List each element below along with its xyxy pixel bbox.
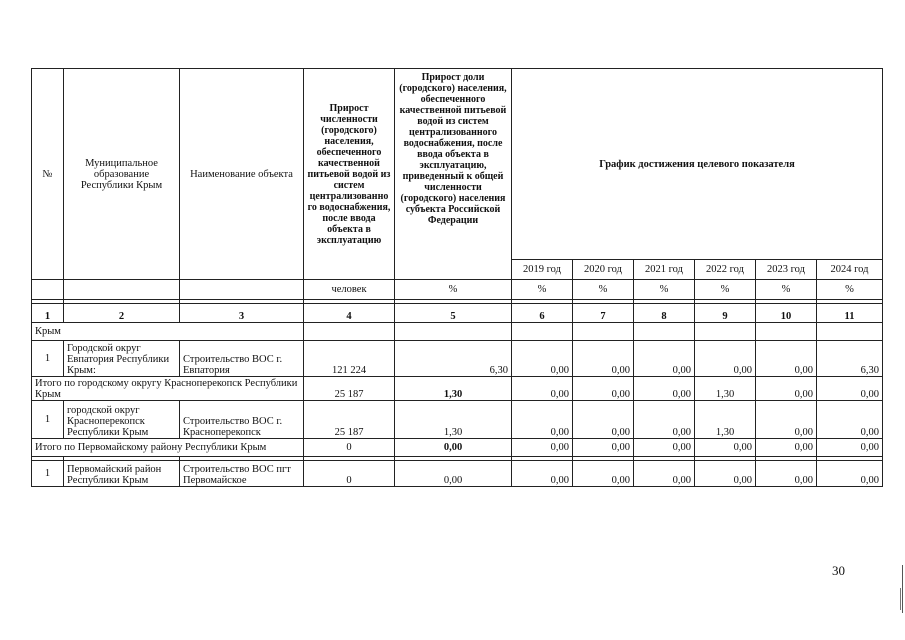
- row-municipality: Городской округ Евпатория Республики Крым:: [64, 341, 180, 377]
- row-year-value: 0,00: [512, 461, 573, 487]
- unit-percent: %: [395, 280, 512, 300]
- header-schedule: График достижения целевого показателя: [512, 69, 883, 260]
- row-percent: 6,30: [395, 341, 512, 377]
- column-number: 8: [634, 304, 695, 323]
- header-row: [32, 69, 883, 260]
- total-year-value: 0,00: [573, 377, 634, 401]
- column-number: 6: [512, 304, 573, 323]
- total-label: Итого по Первомайскому району Республики Крым: [32, 439, 304, 457]
- year-2021: 2021 год: [634, 260, 695, 280]
- row-year-value: 6,30: [817, 341, 883, 377]
- column-number: 10: [756, 304, 817, 323]
- column-number: 11: [817, 304, 883, 323]
- total-year-value: 0,00: [756, 439, 817, 457]
- row-object: Строительство ВОС г. Красноперекопск: [180, 401, 304, 439]
- column-number: 3: [180, 304, 304, 323]
- header-municipality: Муниципальное образование Республики Крым: [64, 69, 180, 280]
- row-people: 0: [304, 461, 395, 487]
- unit-year: %: [756, 280, 817, 300]
- total-year-value: 1,30: [695, 377, 756, 401]
- row-year-value: 0,00: [756, 341, 817, 377]
- total-year-value: 0,00: [512, 439, 573, 457]
- row-percent: 0,00: [395, 461, 512, 487]
- table-row: [32, 401, 883, 439]
- row-year-value: 0,00: [817, 401, 883, 439]
- row-year-value: 0,00: [573, 341, 634, 377]
- total-year-value: 0,00: [817, 377, 883, 401]
- region-row: [32, 323, 883, 341]
- total-label: Итого по городскому округу Красноперекопск Республики Крым: [32, 377, 304, 401]
- row-year-value: 0,00: [634, 341, 695, 377]
- year-2023: 2023 год: [756, 260, 817, 280]
- header-growth-population: Прирост численности (городского) населения, обеспеченного качественной питьевой водой из систем централизованно го водоснабжения, после ввода объекта в эксплуатацию: [304, 69, 395, 280]
- row-num: 1: [32, 341, 64, 377]
- row-year-value: 0,00: [512, 401, 573, 439]
- units-row: [32, 280, 883, 300]
- region-label: Крым: [32, 323, 304, 341]
- row-year-value: 0,00: [634, 401, 695, 439]
- page-number: 30: [832, 563, 845, 578]
- total-percent: 0,00: [395, 439, 512, 457]
- header-object: Наименование объекта: [180, 69, 304, 280]
- total-year-value: 0,00: [634, 377, 695, 401]
- year-2019: 2019 год: [512, 260, 573, 280]
- total-people: 25 187: [304, 377, 395, 401]
- total-year-value: 0,00: [634, 439, 695, 457]
- unit-people: человек: [304, 280, 395, 300]
- total-year-value: 0,00: [695, 439, 756, 457]
- row-people: 121 224: [304, 341, 395, 377]
- total-year-value: 0,00: [817, 439, 883, 457]
- unit-year: %: [573, 280, 634, 300]
- table-row: [32, 341, 883, 377]
- header-num: №: [32, 69, 64, 280]
- year-2022: 2022 год: [695, 260, 756, 280]
- page-edge-line: [902, 565, 903, 613]
- row-year-value: 0,00: [817, 461, 883, 487]
- year-2020: 2020 год: [573, 260, 634, 280]
- row-year-value: 0,00: [756, 401, 817, 439]
- total-year-value: 0,00: [573, 439, 634, 457]
- total-percent: 1,30: [395, 377, 512, 401]
- row-object: Строительство ВОС пгт Первомайское: [180, 461, 304, 487]
- unit-year: %: [817, 280, 883, 300]
- row-num: 1: [32, 401, 64, 439]
- page-edge-line: [900, 588, 901, 610]
- total-people: 0: [304, 439, 395, 457]
- row-year-value: 0,00: [634, 461, 695, 487]
- total-row: [32, 377, 883, 401]
- row-year-value: 0,00: [573, 461, 634, 487]
- column-number: 7: [573, 304, 634, 323]
- table-row: [32, 461, 883, 487]
- column-number: 5: [395, 304, 512, 323]
- unit-year: %: [512, 280, 573, 300]
- year-2024: 2024 год: [817, 260, 883, 280]
- row-year-value: 0,00: [695, 341, 756, 377]
- row-year-value: 0,00: [695, 461, 756, 487]
- row-num: 1: [32, 461, 64, 487]
- column-number: 9: [695, 304, 756, 323]
- row-object: Строительство ВОС г. Евпатория: [180, 341, 304, 377]
- total-year-value: 0,00: [512, 377, 573, 401]
- column-number: 1: [32, 304, 64, 323]
- header-growth-share: Прирост доли (городского) населения, обеспеченного качественной питьевой водой из систем централизованного водоснабжения, после ввода объекта в эксплуатацию, приведенный к общей численности (городского) населения субъекта Российской Федерации: [395, 69, 512, 280]
- column-number: 4: [304, 304, 395, 323]
- row-percent: 1,30: [395, 401, 512, 439]
- column-number-row: [32, 304, 883, 323]
- row-municipality: городской округ Красноперекопск Республики Крым: [64, 401, 180, 439]
- total-year-value: 0,00: [756, 377, 817, 401]
- target-indicator-table: [31, 68, 883, 487]
- row-year-value: 0,00: [756, 461, 817, 487]
- unit-year: %: [634, 280, 695, 300]
- row-municipality: Первомайский район Республики Крым: [64, 461, 180, 487]
- row-year-value: 0,00: [512, 341, 573, 377]
- unit-year: %: [695, 280, 756, 300]
- row-year-value: 1,30: [695, 401, 756, 439]
- column-number: 2: [64, 304, 180, 323]
- row-year-value: 0,00: [573, 401, 634, 439]
- row-people: 25 187: [304, 401, 395, 439]
- total-row: [32, 439, 883, 457]
